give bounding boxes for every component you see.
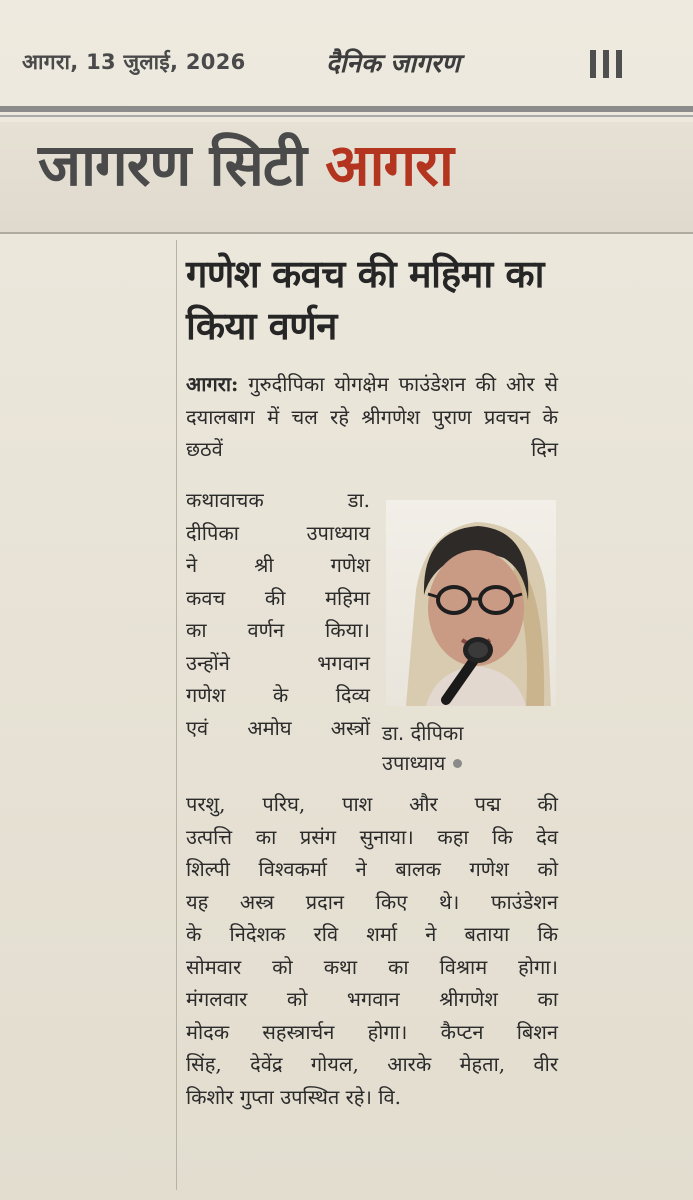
text-line: गणेश के दिव्य	[186, 683, 370, 707]
section-title-agra: आगरा	[325, 131, 453, 199]
text-line: दीपिका उपाध्याय	[186, 520, 370, 545]
caption-line-row	[382, 748, 562, 778]
article-headline: गणेश कवच की महिमा का किया वर्णन	[186, 252, 544, 348]
section-banner	[0, 122, 693, 232]
banner-rule	[0, 232, 693, 234]
text-line: के निदेशक रवि शर्मा ने बताया कि	[186, 922, 558, 946]
text-line: उत्पत्ति का प्रसंग सुनाया। कहा कि देव	[186, 824, 558, 849]
speaker-photo	[386, 500, 556, 706]
section-title-city: जागरण सिटी	[38, 131, 307, 199]
text-line: मोदक सहस्त्रार्चन होगा। कैप्टन बिशन	[186, 1019, 558, 1044]
text-line: परशु, परिघ, पाश और पद्म की	[186, 792, 558, 816]
caption-line: उपाध्याय	[382, 751, 446, 775]
text-line: उन्होंने भगवान	[186, 650, 370, 675]
article-body-text	[186, 788, 558, 1113]
text-line: का वर्णन किया।	[186, 618, 370, 642]
article-dateline: आगरा:	[186, 372, 239, 396]
newspaper-name: दैनिक जागरण	[326, 49, 461, 79]
text-line: किशोर गुप्ता उपस्थित रहे। वि.	[186, 1084, 402, 1109]
caption-line: डा. दीपिका	[382, 721, 464, 745]
column-rule	[176, 240, 177, 1190]
article-lead	[186, 368, 558, 466]
masthead-strip	[0, 40, 693, 98]
text-line: कथावाचक डा.	[186, 488, 370, 512]
masthead-rule-thin	[0, 115, 693, 117]
masthead-bars-icon	[590, 50, 622, 78]
masthead-rule	[0, 106, 693, 112]
text-line: कवच की महिमा	[186, 585, 370, 610]
text-line: मंगलवार को भगवान श्रीगणेश का	[186, 987, 558, 1011]
article-lead-text: गुरुदीपिका योगक्षेम फाउंडेशन की ओर से दयालबाग में चल रहे श्रीगणेश पुराण प्रवचन के छठवें दिन	[186, 372, 559, 461]
text-line: यह अस्त्र प्रदान किए थे। फाउंडेशन	[186, 889, 558, 914]
edition-dateline: आगरा, 13 जुलाई, 2026	[22, 50, 246, 74]
text-line: एवं अमोघ अस्त्रों	[186, 715, 370, 740]
speaker-portrait-image	[386, 500, 556, 706]
text-line: सोमवार को कथा का विश्राम होगा।	[186, 954, 558, 979]
bullet-dot-icon	[453, 759, 462, 768]
text-line: शिल्पी विश्वकर्मा ने बालक गणेश को	[186, 857, 558, 881]
photo-caption	[382, 718, 562, 778]
text-line: सिंह, देवेंद्र गोयल, आरके मेहता, वीर	[186, 1052, 558, 1076]
text-line: ने श्री गणेश	[186, 553, 370, 577]
section-title	[38, 131, 453, 199]
article-narrow-text	[186, 484, 370, 744]
